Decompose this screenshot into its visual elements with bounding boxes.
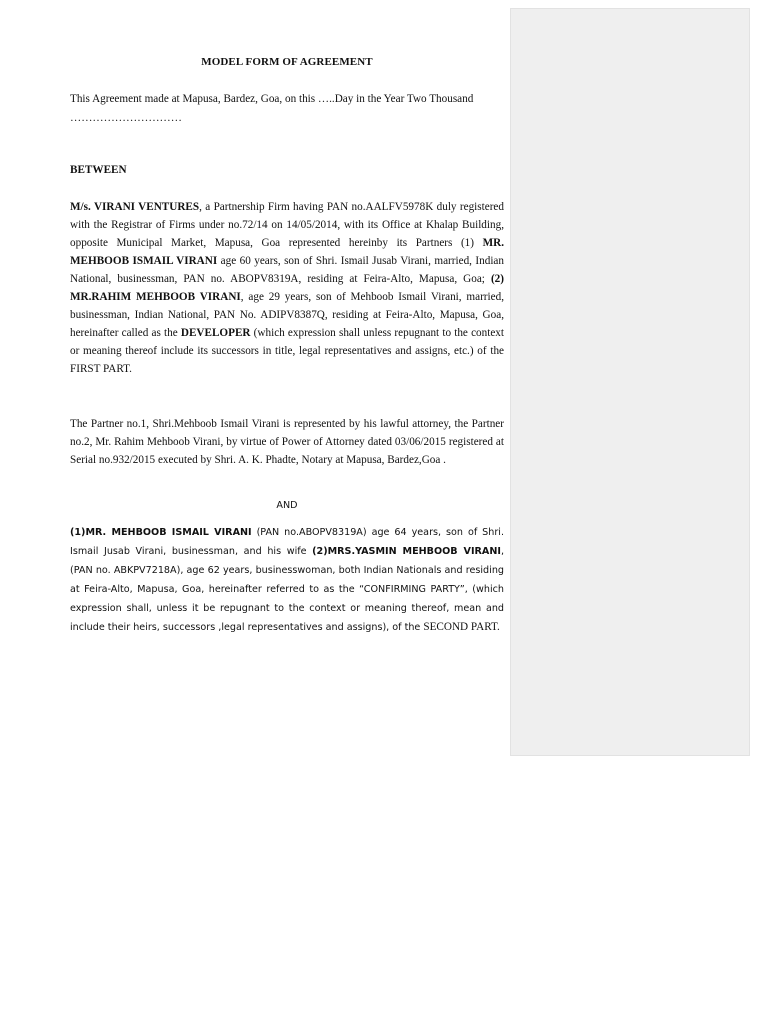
developer-text-2: age 60 years, son of Shri. Ismail Jusab Virani, married, Indian National, businessman, PAN no. ABOPV8319A, residing at Feira-Alto, Mapusa, Goa; (70, 255, 504, 285)
document-title: MODEL FORM OF AGREEMENT (201, 56, 373, 68)
confirming-text-2: , (PAN no. ABKPV7218A), age 62 years, businesswoman, both Indian Nationals and residing at Feira-Alto, Mapusa, Goa, hereinafter referred to as the “CONFIRMING PARTY”, (which expression shall, unless it be repugnant to the context or meaning thereof, mean and include their heirs, successors ,legal representatives and assigns), of the (70, 546, 504, 633)
developer-paragraph (70, 198, 504, 378)
partner-2-name: (2) MR.RAHIM MEHBOOB VIRANI (70, 273, 504, 303)
developer-text-3: , age 29 years, son of Mehboob Ismail Virani, married, businessman, Indian National, PAN No. ADIPV8387Q, residing at Feira-Alto, Mapusa, Goa, hereinafter called as the (70, 291, 504, 339)
between-heading: BETWEEN (70, 164, 127, 176)
intro-paragraph: This Agreement made at Mapusa, Bardez, Goa, on this …..Day in the Year Two Thousand ………………………… (70, 93, 474, 124)
partner-1-name: MR. MEHBOOB ISMAIL VIRANI (70, 237, 504, 267)
developer-text-1: , a Partnership Firm having PAN no.AALFV5978K duly registered with the Registrar of Firms under no.72/14 on 14/05/2014, with its Office at Khalap Building, opposite Municipal Market, Mapusa, Goa represented hereinby its Partners (1) (70, 201, 504, 249)
second-part-label: SECOND PART. (423, 621, 500, 633)
confirming-party-2-name: (2)MRS.YASMIN MEHBOOB VIRANI (312, 546, 501, 557)
confirming-party-paragraph (70, 523, 504, 637)
and-separator: AND (276, 500, 298, 511)
developer-text-4: (which expression shall unless repugnant to the context or meaning thereof include its successors in title, legal representatives and assigns, etc.) of the FIRST PART. (70, 327, 505, 375)
confirming-text-1: (PAN no.ABOPV8319A) age 64 years, son of Shri. Ismail Jusab Virani, businessman, and his wife (70, 527, 504, 557)
confirming-party-1-name: (1)MR. MEHBOOB ISMAIL VIRANI (70, 527, 252, 538)
developer-role: DEVELOPER (180, 327, 251, 339)
attorney-paragraph: The Partner no.1, Shri.Mehboob Ismail Virani is represented by his lawful attorney, the Partner no.2, Mr. Rahim Mehboob Virani, by virtue of Power of Attorney dated 03/06/2015 registered at Serial no.932/2015 executed by Shri. A. K. Phadte, Notary at Mapusa, Bardez,Goa . (70, 418, 504, 466)
firm-name: M/s. VIRANI VENTURES (70, 201, 200, 213)
comment-margin-pane (510, 8, 750, 756)
